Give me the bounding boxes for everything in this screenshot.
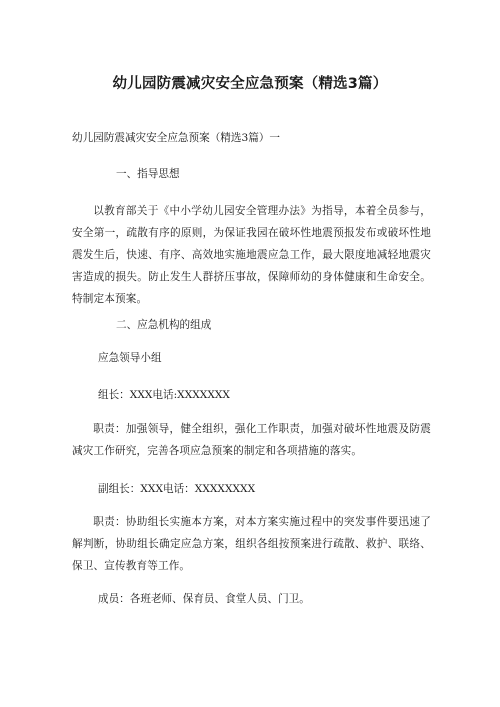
paragraph-guiding-ideology: 以教育部关于《中小学幼儿园安全管理办法》为指导，本着全员参与，安全第一，疏散有序的原则，为保证我园在破坏性地震预报发布或破坏性地震发生后，快速、有序、高效地实施地震应急工作，最大限度地减轻地震灾害造成的损失。防止发生人群挤压事故，保障师幼的身体健康和生命安全。特制定本预案。: [72, 205, 431, 305]
members-line: 成员：各班老师、保育员、食堂人员、门卫。: [98, 593, 310, 605]
section-heading-organization: 二、应急机构的组成: [116, 319, 212, 331]
group-heading: 应急领导小组: [98, 352, 162, 364]
deputy-leader-line: 副组长：XXX电话：XXXXXXXX: [98, 483, 256, 495]
section-heading-guiding-ideology: 一、指导思想: [116, 168, 180, 180]
deputy-duty-paragraph: 职责：协助组长实施本方案，对本方案实施过程中的突发事件要迅速了解判断，协助组长确定应急方案，组织各组按预案进行疏散、救护、联络、保卫、宣传教育等工作。: [72, 516, 431, 572]
document-subtitle: 幼儿园防震减灾安全应急预案（精选3篇）一: [72, 132, 281, 144]
document-title: 幼儿园防震减灾安全应急预案（精选3篇）: [112, 76, 388, 92]
leader-duty-paragraph: 职责：加强领导，健全组织，强化工作职责，加强对破坏性地震及防震减灾工作研究，完善各项应急预案的制定和各项措施的落实。: [72, 423, 431, 457]
leader-line: 组长：XXX电话:XXXXXXX: [98, 389, 230, 401]
